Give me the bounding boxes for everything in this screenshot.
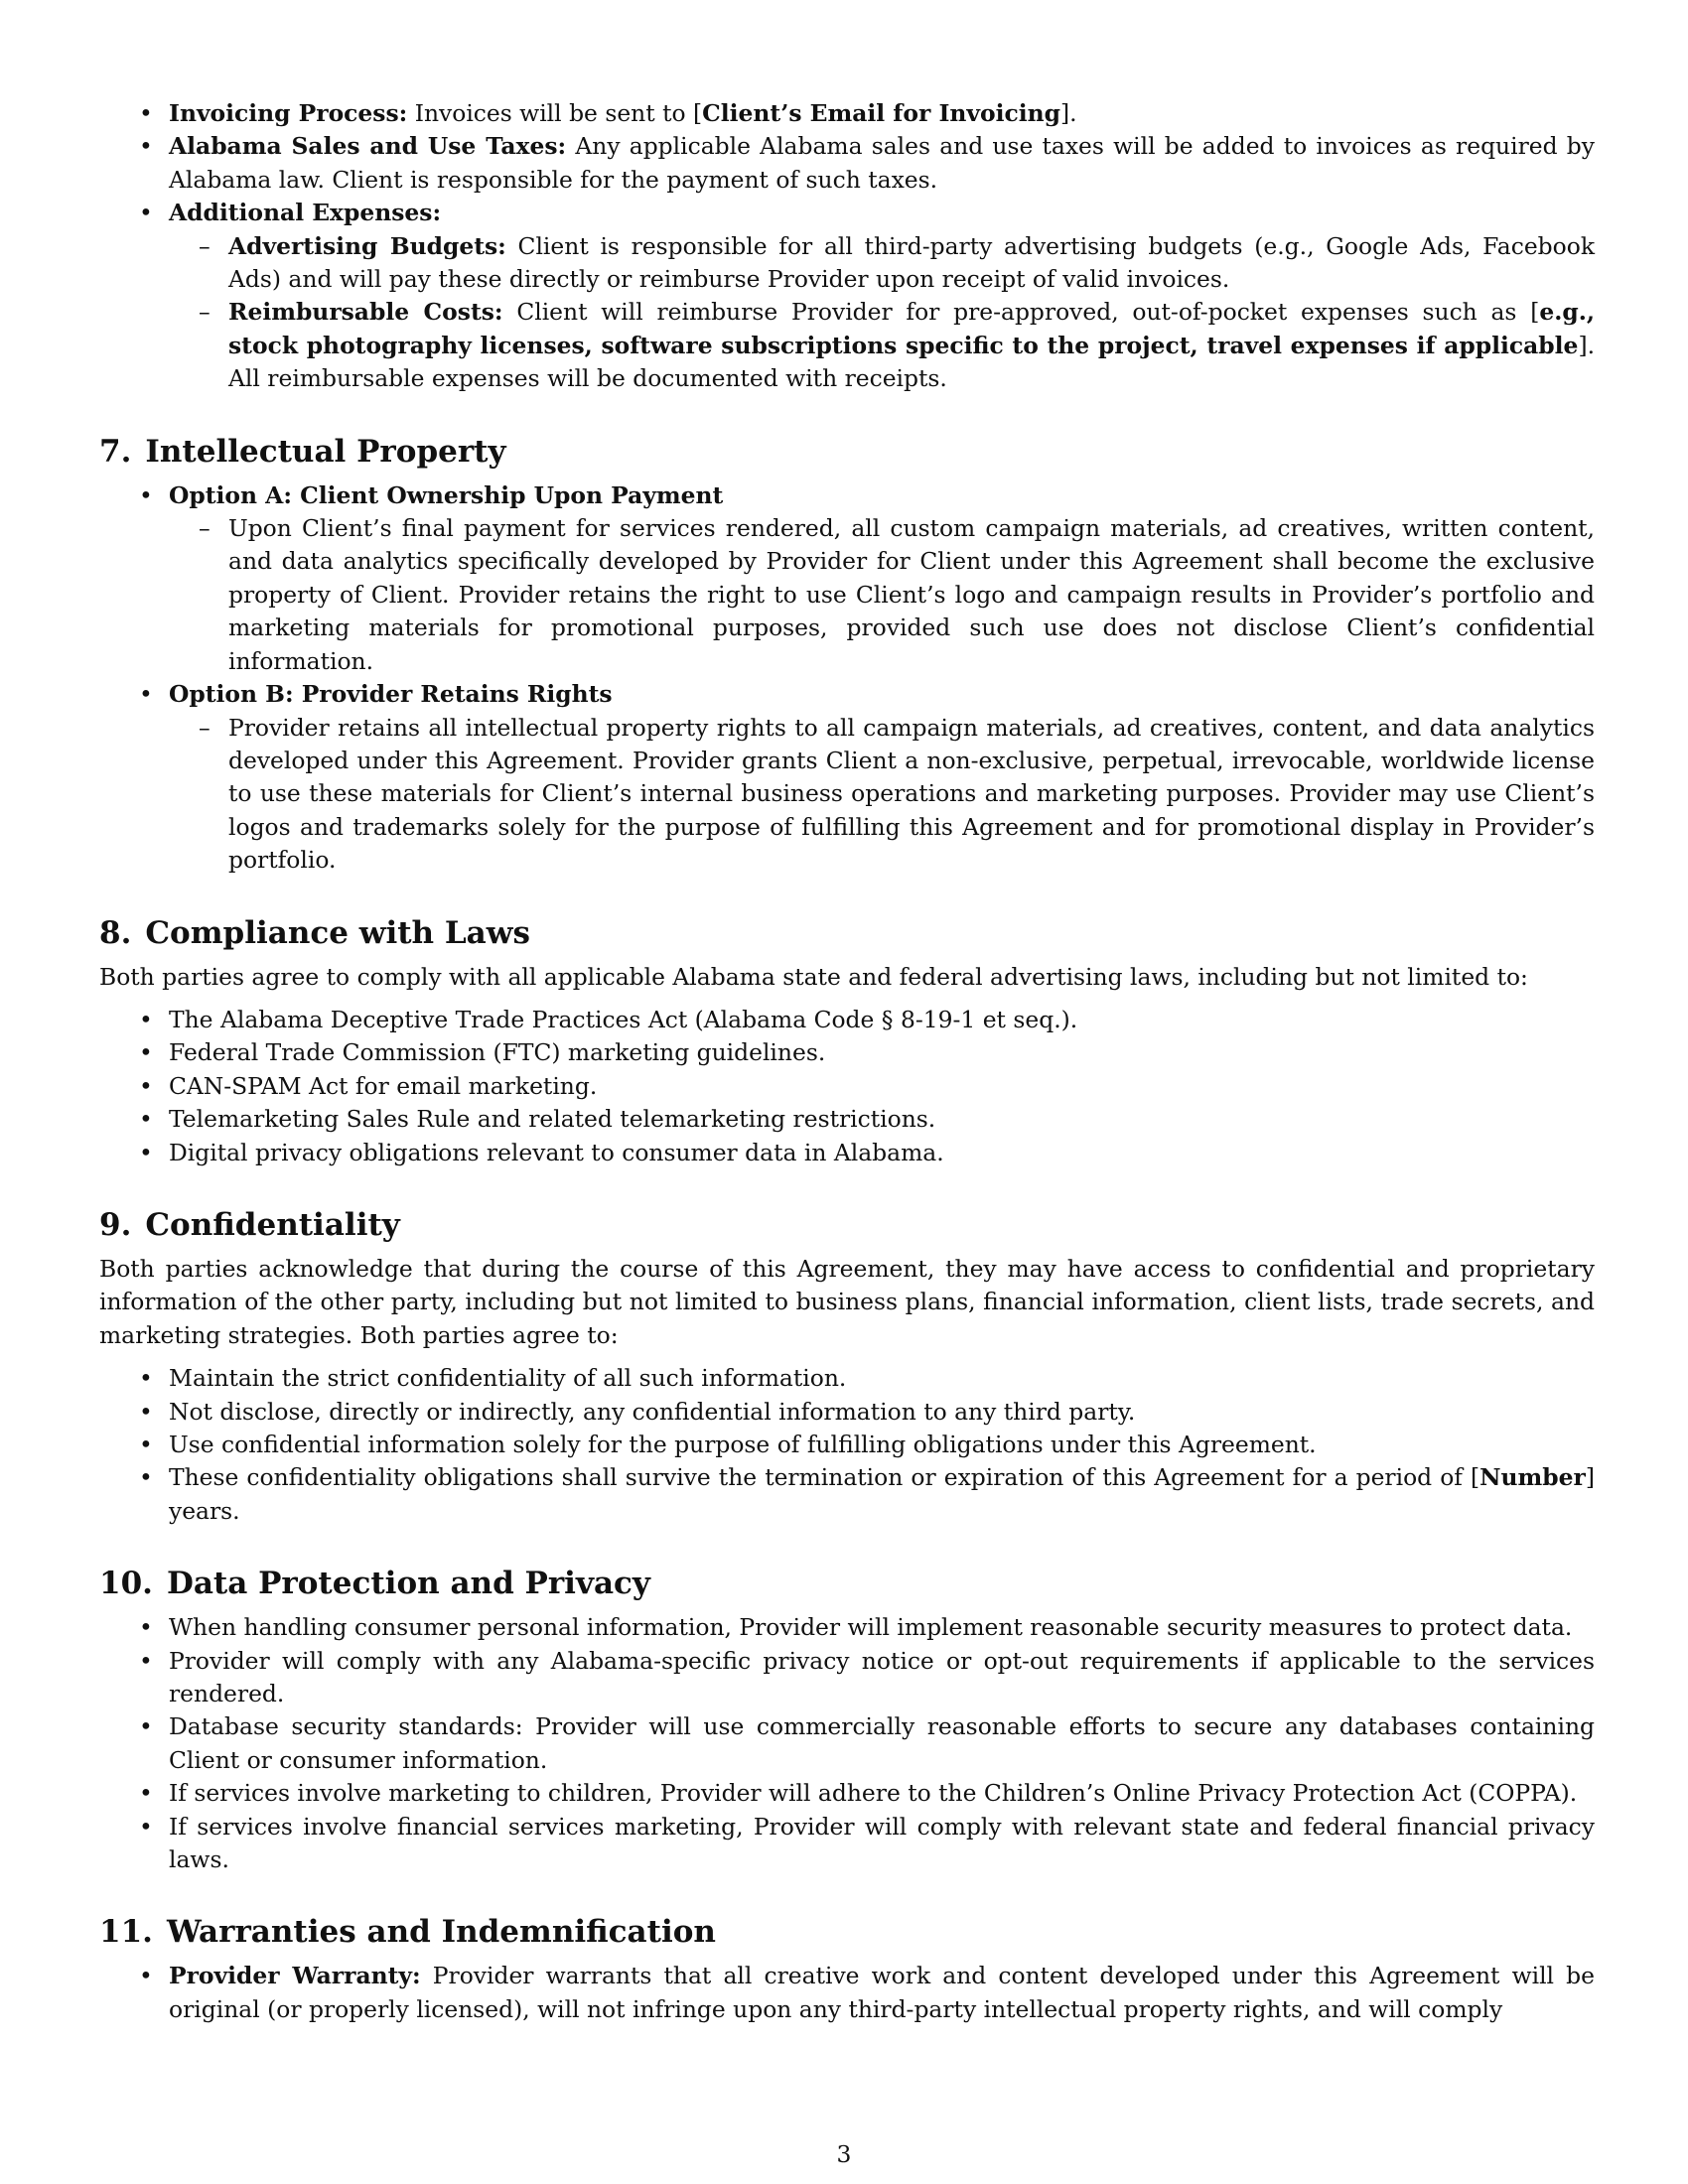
item-label: Additional Expenses: (169, 199, 442, 227)
item-label: Provider Warranty: (169, 1962, 421, 1990)
item-text: ]. All reimbursable expenses will be documented with receipts. (228, 331, 1595, 393)
sublist-item-option-b-text: – Provider retains all intellectual property rights to all campaign materials, ad creatives, content, and data analytics developed under this Agreement. Provider grants Client a non-exclusive, perpetual, irrevocable, worldwide license to use these materials for Client’s internal business operations and marketing purposes. Provider may use Client’s logos and trademarks solely for the purpose of fulfilling this Agreement and for promotional display in Provider’s portfolio. (99, 712, 1595, 878)
list-item: • Not disclose, directly or indirectly, any confidential information to any third party. (99, 1396, 1595, 1429)
section-10-list (99, 1611, 1595, 1876)
section-title: Compliance with Laws (145, 914, 530, 951)
placeholder-text: e.g., stock photography licenses, software subscriptions specific to the project, travel expenses if applicable (228, 298, 1595, 359)
section-10-heading-block (99, 1564, 1595, 1603)
section-8-heading-block (99, 913, 1595, 953)
list-item-provider-warranty (99, 1960, 1595, 2026)
section-number: 9. (99, 1206, 132, 1243)
list-item: • Digital privacy obligations relevant to consumer data in Alabama. (99, 1137, 1595, 1169)
list-item: • Use confidential information solely for the purpose of fulfilling obligations under this Agreement. (99, 1429, 1595, 1461)
section-9-list (99, 1362, 1595, 1528)
item-text: These confidentiality obligations shall survive the termination or expiration of this Agreement for a period of [ (169, 1463, 1480, 1492)
section-number: 10. (99, 1566, 153, 1602)
section-number: 7. (99, 433, 132, 470)
sublist-item-reimbursable (99, 296, 1595, 395)
section-11-heading-block (99, 1912, 1595, 1952)
section-7-list (99, 479, 1595, 878)
list-item: • Provider will comply with any Alabama-specific privacy notice or opt-out requirements if applicable to the services rendered. (99, 1645, 1595, 1711)
list-item: • Database security standards: Provider will use commercially reasonable efforts to secure any databases containing Client or consumer information. (99, 1710, 1595, 1777)
item-label: Option A: Client Ownership Upon Payment (169, 480, 724, 509)
section-8-intro: Both parties agree to comply with all applicable Alabama state and federal advertising laws, including but not limited to: (99, 962, 1528, 991)
section-title: Intellectual Property (145, 433, 506, 470)
section-10-heading (99, 1564, 1595, 1603)
sublist-item-option-a-text: – Upon Client’s final payment for services rendered, all custom campaign materials, ad creatives, written content, and data analytics specifically developed by Provider for Client under this Agreement shall become the exclusive property of Client. Provider retains the right to use Client’s logo and campaign results in Provider’s portfolio and marketing materials for promotional purposes, provided such use does not disclose Client’s confidential information. (99, 512, 1595, 678)
item-label: Option B: Provider Retains Rights (169, 680, 613, 709)
section-8-heading (99, 913, 1595, 953)
section-9-heading-block (99, 1205, 1595, 1245)
item-text: ]. (1059, 99, 1077, 127)
document-page (99, 97, 1595, 2026)
item-label: Advertising Budgets: (228, 231, 506, 260)
item-text: Client will reimburse Provider for pre-approved, out-of-pocket expenses such as [ (502, 298, 1540, 327)
section-11-list (99, 1960, 1595, 2026)
page-number: 3 (836, 2140, 852, 2168)
list-item: • Telemarketing Sales Rule and related telemarketing restrictions. (99, 1103, 1595, 1136)
item-label: Invoicing Process: (169, 99, 408, 127)
item-label: Reimbursable Costs: (228, 298, 503, 327)
list-item: • The Alabama Deceptive Trade Practices Act (Alabama Code § 8-19-1 et seq.). (99, 1004, 1595, 1036)
item-text: Client is responsible for all third-party advertising budgets (e.g., Google Ads, Facebook Ads) and will pay these directly or reimburse Provider upon receipt of valid invoices. (228, 231, 1595, 294)
billing-list (99, 97, 1595, 396)
item-text: ] years. (169, 1463, 1595, 1525)
list-item: • When handling consumer personal information, Provider will implement reasonable security measures to protect data. (99, 1611, 1595, 1644)
list-item: • If services involve financial services marketing, Provider will comply with relevant state and federal financial privacy laws. (99, 1811, 1595, 1877)
item-text: Any applicable Alabama sales and use taxes will be added to invoices as required by Alabama law. Client is responsible for the payment of such taxes. (169, 132, 1595, 194)
list-item: • Federal Trade Commission (FTC) marketing guidelines. (99, 1036, 1595, 1069)
section-title: Confidentiality (145, 1206, 400, 1243)
sublist-item-advertising (99, 230, 1595, 297)
section-7-heading-block (99, 432, 1595, 472)
list-item: • Maintain the strict confidentiality of all such information. (99, 1362, 1595, 1395)
section-number: 11. (99, 1914, 153, 1951)
list-item (99, 1461, 1595, 1528)
item-text: Invoices will be sent to [ (407, 99, 703, 127)
item-label: Alabama Sales and Use Taxes: (169, 132, 567, 161)
section-11-heading (99, 1912, 1595, 1952)
list-item: • CAN-SPAM Act for email marketing. (99, 1070, 1595, 1103)
section-7-heading (99, 432, 1595, 472)
item-text: Provider warrants that all creative work and content developed under this Agreement will be original (or properly licensed), will not infringe upon any third-party intellectual property rights, and will comply (169, 1962, 1595, 2023)
list-item-expenses (99, 197, 1595, 229)
list-item-option-a (99, 479, 1595, 512)
list-item-taxes (99, 130, 1595, 197)
list-item-option-b (99, 678, 1595, 711)
list-item-invoicing (99, 97, 1595, 130)
section-9-intro: Both parties acknowledge that during the course of this Agreement, they may have access to confidential and proprietary information of the other party, including but not limited to business plans, financial information, client lists, trade secrets, and marketing strategies. Both parties agree to: (99, 1254, 1595, 1349)
list-item: • If services involve marketing to children, Provider will adhere to the Children’s Online Privacy Protection Act (COPPA). (99, 1777, 1595, 1810)
section-title: Warranties and Indemnification (166, 1914, 716, 1951)
section-8-list (99, 1004, 1595, 1169)
section-9-heading (99, 1205, 1595, 1245)
placeholder-text: Number (1479, 1463, 1586, 1492)
placeholder-text: Client’s Email for Invoicing (702, 99, 1060, 127)
section-number: 8. (99, 914, 132, 951)
section-title: Data Protection and Privacy (166, 1566, 650, 1602)
